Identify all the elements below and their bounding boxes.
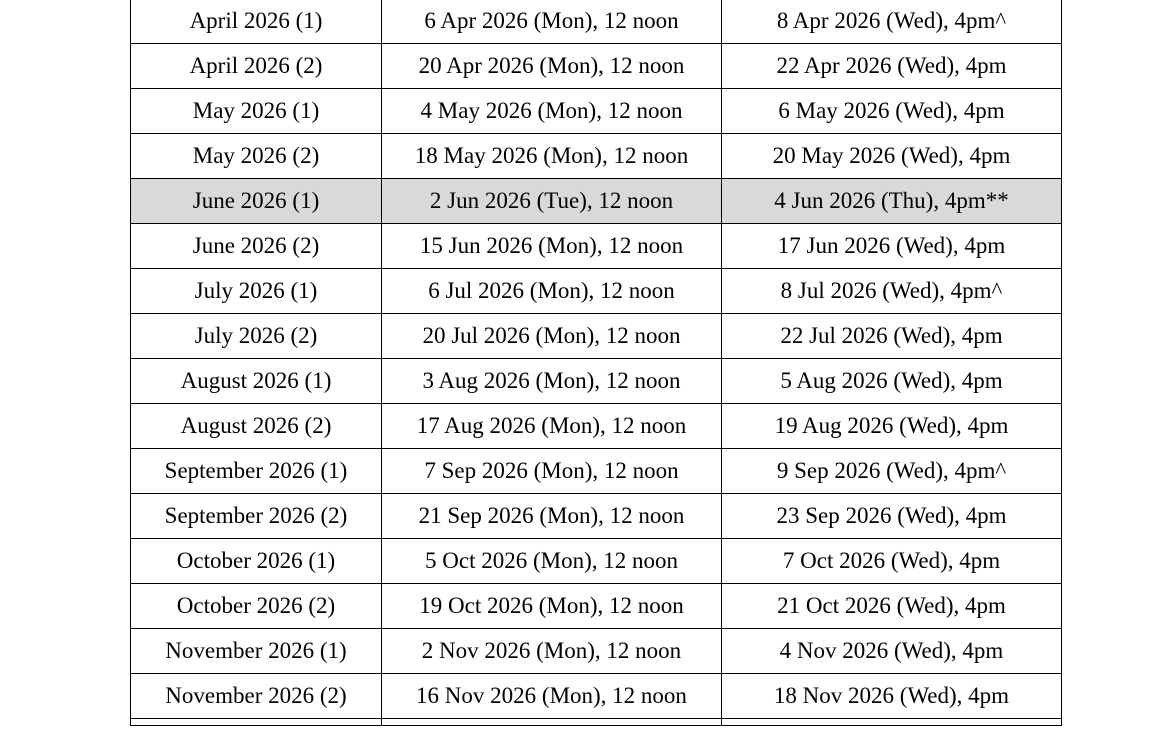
table-row <box>131 539 1062 584</box>
table-row <box>131 0 1062 44</box>
period-cell: October 2026 (1) <box>131 539 382 584</box>
period-cell: August 2026 (1) <box>131 359 382 404</box>
second-date-cell: 18 Nov 2026 (Wed), 4pm <box>722 674 1062 719</box>
table-row-partial <box>131 719 1062 726</box>
second-date-cell: 21 Oct 2026 (Wed), 4pm <box>722 584 1062 629</box>
table-row <box>131 449 1062 494</box>
period-cell: April 2026 (2) <box>131 44 382 89</box>
period-cell: November 2026 (1) <box>131 629 382 674</box>
table-row <box>131 224 1062 269</box>
period-cell: July 2026 (1) <box>131 269 382 314</box>
first-date-cell: 18 May 2026 (Mon), 12 noon <box>382 134 722 179</box>
period-cell: September 2026 (2) <box>131 494 382 539</box>
first-date-cell: 21 Sep 2026 (Mon), 12 noon <box>382 494 722 539</box>
table-row <box>131 179 1062 224</box>
table-row <box>131 314 1062 359</box>
partial-cell <box>131 719 382 726</box>
first-date-cell: 19 Oct 2026 (Mon), 12 noon <box>382 584 722 629</box>
partial-cell <box>722 719 1062 726</box>
schedule-table-body <box>131 0 1062 726</box>
period-cell: August 2026 (2) <box>131 404 382 449</box>
second-date-cell: 8 Jul 2026 (Wed), 4pm^ <box>722 269 1062 314</box>
table-row <box>131 89 1062 134</box>
first-date-cell: 15 Jun 2026 (Mon), 12 noon <box>382 224 722 269</box>
first-date-cell: 6 Apr 2026 (Mon), 12 noon <box>382 0 722 44</box>
second-date-cell: 4 Jun 2026 (Thu), 4pm** <box>722 179 1062 224</box>
first-date-cell: 3 Aug 2026 (Mon), 12 noon <box>382 359 722 404</box>
first-date-cell: 17 Aug 2026 (Mon), 12 noon <box>382 404 722 449</box>
second-date-cell: 19 Aug 2026 (Wed), 4pm <box>722 404 1062 449</box>
second-date-cell: 8 Apr 2026 (Wed), 4pm^ <box>722 0 1062 44</box>
second-date-cell: 20 May 2026 (Wed), 4pm <box>722 134 1062 179</box>
first-date-cell: 4 May 2026 (Mon), 12 noon <box>382 89 722 134</box>
second-date-cell: 5 Aug 2026 (Wed), 4pm <box>722 359 1062 404</box>
partial-cell <box>382 719 722 726</box>
table-row <box>131 269 1062 314</box>
second-date-cell: 22 Jul 2026 (Wed), 4pm <box>722 314 1062 359</box>
period-cell: April 2026 (1) <box>131 0 382 44</box>
second-date-cell: 7 Oct 2026 (Wed), 4pm <box>722 539 1062 584</box>
first-date-cell: 2 Nov 2026 (Mon), 12 noon <box>382 629 722 674</box>
table-row <box>131 584 1062 629</box>
table-row <box>131 404 1062 449</box>
period-cell: September 2026 (1) <box>131 449 382 494</box>
period-cell: October 2026 (2) <box>131 584 382 629</box>
first-date-cell: 20 Jul 2026 (Mon), 12 noon <box>382 314 722 359</box>
table-row <box>131 629 1062 674</box>
period-cell: July 2026 (2) <box>131 314 382 359</box>
schedule-table <box>130 0 1062 726</box>
second-date-cell: 6 May 2026 (Wed), 4pm <box>722 89 1062 134</box>
table-row <box>131 44 1062 89</box>
second-date-cell: 22 Apr 2026 (Wed), 4pm <box>722 44 1062 89</box>
first-date-cell: 16 Nov 2026 (Mon), 12 noon <box>382 674 722 719</box>
period-cell: May 2026 (1) <box>131 89 382 134</box>
first-date-cell: 6 Jul 2026 (Mon), 12 noon <box>382 269 722 314</box>
table-row <box>131 494 1062 539</box>
first-date-cell: 2 Jun 2026 (Tue), 12 noon <box>382 179 722 224</box>
table-row <box>131 134 1062 179</box>
period-cell: June 2026 (1) <box>131 179 382 224</box>
second-date-cell: 9 Sep 2026 (Wed), 4pm^ <box>722 449 1062 494</box>
first-date-cell: 5 Oct 2026 (Mon), 12 noon <box>382 539 722 584</box>
second-date-cell: 23 Sep 2026 (Wed), 4pm <box>722 494 1062 539</box>
period-cell: November 2026 (2) <box>131 674 382 719</box>
table-row <box>131 359 1062 404</box>
table-row <box>131 674 1062 719</box>
first-date-cell: 7 Sep 2026 (Mon), 12 noon <box>382 449 722 494</box>
period-cell: June 2026 (2) <box>131 224 382 269</box>
first-date-cell: 20 Apr 2026 (Mon), 12 noon <box>382 44 722 89</box>
period-cell: May 2026 (2) <box>131 134 382 179</box>
second-date-cell: 4 Nov 2026 (Wed), 4pm <box>722 629 1062 674</box>
second-date-cell: 17 Jun 2026 (Wed), 4pm <box>722 224 1062 269</box>
